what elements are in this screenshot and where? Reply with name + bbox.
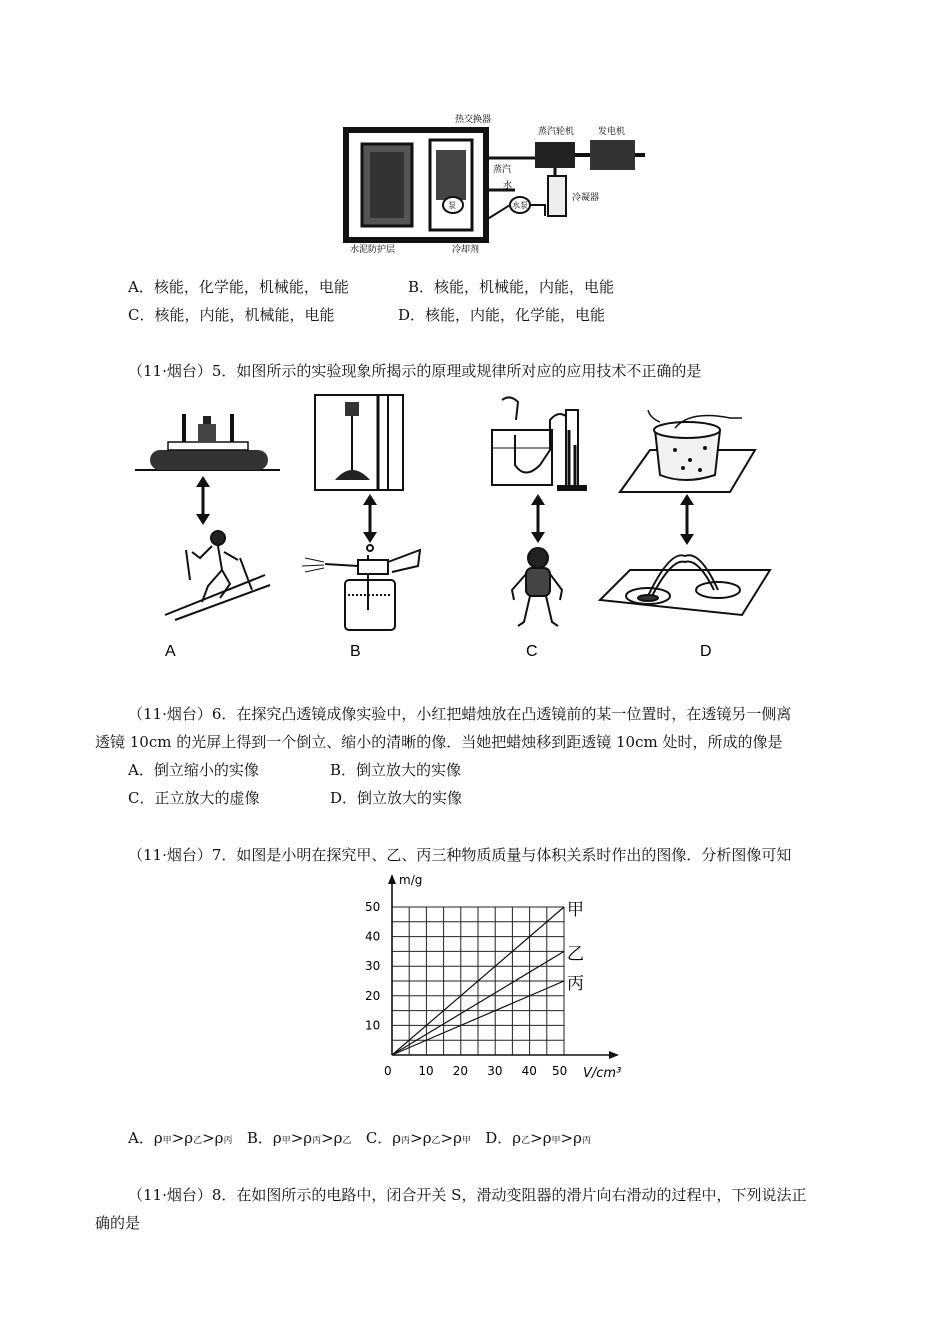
- label-heat-exchanger: 热交换器: [455, 115, 492, 125]
- q8-stem-line2: 确的是: [95, 1214, 141, 1232]
- q7-option-d: D．ρ乙>ρ甲>ρ丙: [485, 1129, 591, 1147]
- q6-option-c: C．正立放大的虚像: [128, 789, 260, 807]
- y-tick-label: 50: [365, 900, 381, 914]
- x-tick-label: 40: [521, 1064, 537, 1078]
- q7-options: [128, 1128, 591, 1151]
- q6-option-a: A．倒立缩小的实像: [128, 761, 259, 779]
- q6-stem-line1: （11·烟台）6．在探究凸透镜成像实验中，小红把蜡烛放在凸透镜前的某一位置时，在透镜另一侧离: [128, 705, 792, 723]
- series-label-2: 乙: [567, 944, 584, 965]
- q4-option-b: B．核能，机械能，内能，电能: [408, 278, 615, 296]
- q5-b-sprayer: [302, 545, 420, 630]
- label-steam-turbine: 蒸汽轮机: [538, 127, 575, 137]
- mass-volume-chart: [355, 870, 635, 1085]
- label-steam: 蒸汽: [493, 165, 512, 175]
- chart-ticks: [365, 900, 567, 1078]
- q5-c-diver: [512, 548, 562, 626]
- x-axis-arrow: [609, 1051, 619, 1059]
- q5-c-top-illustration: [492, 397, 586, 490]
- series-label-3: 丙: [567, 974, 584, 994]
- q5-b-top-illustration: [315, 395, 403, 490]
- x-tick-label: 0: [384, 1064, 392, 1078]
- q7-option-a: A．ρ甲>ρ乙>ρ丙: [128, 1129, 233, 1147]
- q5-figure: [130, 390, 780, 670]
- q5-c-arrow: [531, 494, 545, 543]
- q5-label-b: B: [350, 643, 361, 660]
- q4-option-d: D．核能，内能，化学能，电能: [398, 306, 606, 324]
- label-water: 水: [503, 181, 513, 191]
- y-tick-label: 20: [365, 988, 381, 1003]
- q5-d-top-illustration: [620, 410, 755, 492]
- label-condenser: 冷凝器: [572, 193, 600, 203]
- x-tick-label: 50: [552, 1064, 568, 1078]
- q5-stem: （11·烟台）5．如图所示的实验现象所揭示的原理或规律所对应的应用技术不正确的是: [128, 362, 702, 380]
- y-tick-label: 10: [365, 1018, 381, 1033]
- q6-option-d: D．倒立放大的实像: [330, 789, 463, 807]
- q6-option-b: B．倒立放大的实像: [330, 761, 462, 779]
- label-coolant: 冷却剂: [452, 245, 480, 255]
- label-pump: 泵: [448, 201, 456, 210]
- chart-xlabel: V/cm³: [583, 1066, 622, 1081]
- q5-d-arrow: [680, 494, 694, 545]
- q7-stem: （11·烟台）7．如图是小明在探究甲、乙、丙三种物质质量与体积关系时作出的图像．分析图像可知: [128, 846, 792, 864]
- label-concrete: 水泥防护层: [350, 245, 396, 255]
- y-tick-label: 30: [365, 959, 381, 974]
- label-generator: 发电机: [598, 127, 626, 137]
- chart-series: [392, 900, 584, 1055]
- q5-a-arrow: [196, 476, 210, 525]
- x-tick-label: 20: [452, 1064, 469, 1078]
- chart-ylabel: m/g: [399, 873, 423, 887]
- q5-label-d: D: [700, 643, 712, 660]
- q5-a-top-illustration: [135, 414, 280, 470]
- q7-option-c: C．ρ丙>ρ乙>ρ甲: [365, 1129, 471, 1147]
- q5-label-a: A: [165, 643, 176, 660]
- q7-option-b: B．ρ甲>ρ丙>ρ乙: [246, 1129, 352, 1147]
- x-tick-label: 10: [418, 1064, 434, 1078]
- y-tick-label: 40: [365, 929, 381, 944]
- q4-option-a: A．核能，化学能，机械能，电能: [128, 278, 349, 296]
- q8-stem-line1: （11·烟台）8．在如图所示的电路中，闭合开关 S，滑动变阻器的滑片向右滑动的过程中，下列说法正: [128, 1186, 807, 1204]
- q4-option-c: C．核能，内能，机械能，电能: [128, 306, 335, 324]
- q5-a-skier: [165, 531, 270, 620]
- q5-b-arrow: [363, 494, 377, 543]
- label-water-pump: 水泵: [512, 201, 528, 210]
- nuclear-plant-diagram: [340, 110, 650, 255]
- y-axis-arrow: [388, 874, 396, 884]
- q6-stem-line2: 透镜 10cm 的光屏上得到一个倒立、缩小的清晰的像．当她把蜡烛移到距透镜 10cm 处时，所成的像是: [95, 733, 783, 751]
- q5-d-tray: [600, 555, 770, 615]
- x-tick-label: 30: [487, 1064, 503, 1078]
- series-label-1: 甲: [567, 900, 584, 920]
- q5-label-c: C: [526, 643, 538, 660]
